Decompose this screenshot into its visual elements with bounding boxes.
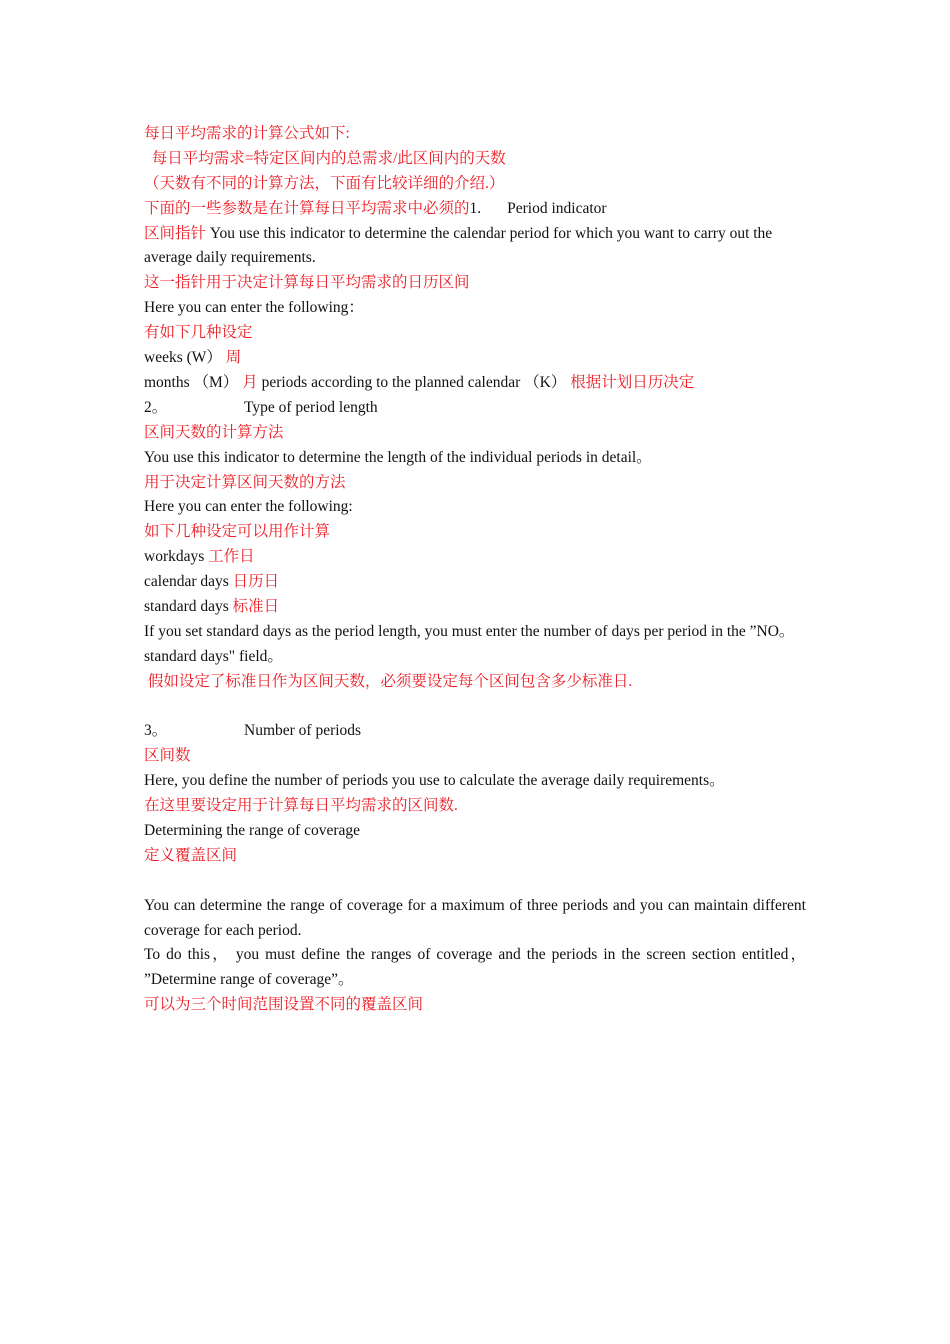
option-calendar-days-en: calendar days	[144, 573, 229, 591]
formula-note: （天数有不同的计算方法，下面有比较详细的介绍.）	[144, 174, 505, 192]
period-indicator-cn: 区间指针	[144, 224, 207, 242]
section-2-desc: You use this indicator to determine the length of the individual periods in detail。	[144, 448, 652, 466]
option-standard-days-cn: 标准日	[228, 597, 280, 615]
coverage-desc-1: You can determine the range of coverage for a maximum of three periods and you can maintain different coverage for each period.	[144, 896, 806, 939]
option-weeks-cn: 周	[221, 349, 242, 367]
formula-intro: 每日平均需求的计算公式如下:	[144, 125, 350, 142]
enter-following-2: Here you can enter the following:	[144, 498, 353, 516]
section-3-cn-title: 区间数	[144, 747, 191, 765]
section-1-number: 1.	[469, 199, 482, 217]
option-months-en: months （M）	[144, 373, 239, 391]
formula: 每日平均需求=特定区间内的总需求/此区间内的天数	[144, 149, 506, 167]
standard-days-note: If you set standard days as the period length, you must enter the number of days per period in the ”NO。 standard days" field。	[144, 622, 795, 665]
section-3-cn-desc: 在这里要设定用于计算每日平均需求的区间数.	[144, 797, 458, 815]
section-3-title: Number of periods	[244, 722, 362, 740]
spacer	[144, 869, 806, 894]
settings-cn-1: 有如下几种设定	[144, 324, 253, 342]
coverage-heading-cn: 定义覆盖区间	[144, 846, 238, 864]
option-periods-en: periods according to the planned calendar （K）	[257, 373, 567, 391]
section-2-cn-title: 区间天数的计算方法	[144, 423, 284, 441]
option-periods-cn: 根据计划日历决定	[566, 373, 695, 391]
enter-following-1: Here you can enter the following：	[144, 299, 364, 317]
section-2-heading	[144, 396, 806, 421]
period-indicator-desc: You use this indicator to determine the calendar period for which you want to carry out the average daily requirements.	[144, 224, 773, 267]
section-3-heading	[144, 719, 806, 744]
section-2-cn-desc: 用于决定计算区间天数的方法	[144, 473, 346, 491]
option-workdays-en: workdays	[144, 548, 205, 566]
option-calendar-days-cn: 日历日	[228, 573, 280, 591]
option-standard-days	[144, 595, 806, 620]
option-workdays-cn: 工作日	[204, 548, 255, 566]
option-calendar-days	[144, 570, 806, 595]
params-intro: 下面的一些参数是在计算每日平均需求中必须的	[144, 199, 470, 217]
option-weeks	[144, 346, 806, 371]
section-2-number: 2。	[144, 398, 168, 416]
document-page	[144, 122, 806, 1018]
coverage-desc-2: To do this， you must define the ranges of coverage and the periods in the screen section entitled， ”Determine range of coverage”。	[144, 946, 806, 989]
option-standard-days-en: standard days	[144, 597, 229, 615]
standard-days-note-cn: 假如设定了标准日作为区间天数，必须要设定每个区间包含多少标准日.	[144, 672, 633, 690]
section-3-number: 3。	[144, 722, 168, 740]
option-months-cn: 月	[238, 373, 258, 391]
period-indicator-cn-desc: 这一指针用于决定计算每日平均需求的日历区间	[144, 274, 470, 292]
option-months	[144, 371, 806, 396]
settings-cn-2: 如下几种设定可以用作计算	[144, 523, 331, 541]
section-1-title: Period indicator	[507, 199, 607, 217]
coverage-heading: Determining the range of coverage	[144, 822, 361, 839]
section-2-title: Type of period length	[244, 398, 378, 416]
option-weeks-en: weeks (W）	[144, 349, 222, 367]
section-3-desc: Here, you define the number of periods you use to calculate the average daily requirements。	[144, 772, 725, 790]
option-workdays	[144, 545, 806, 570]
params-intro-line	[144, 197, 806, 222]
coverage-desc-cn: 可以为三个时间范围设置不同的覆盖区间	[144, 996, 424, 1014]
period-indicator-paragraph	[144, 222, 806, 272]
spacer	[144, 695, 806, 720]
